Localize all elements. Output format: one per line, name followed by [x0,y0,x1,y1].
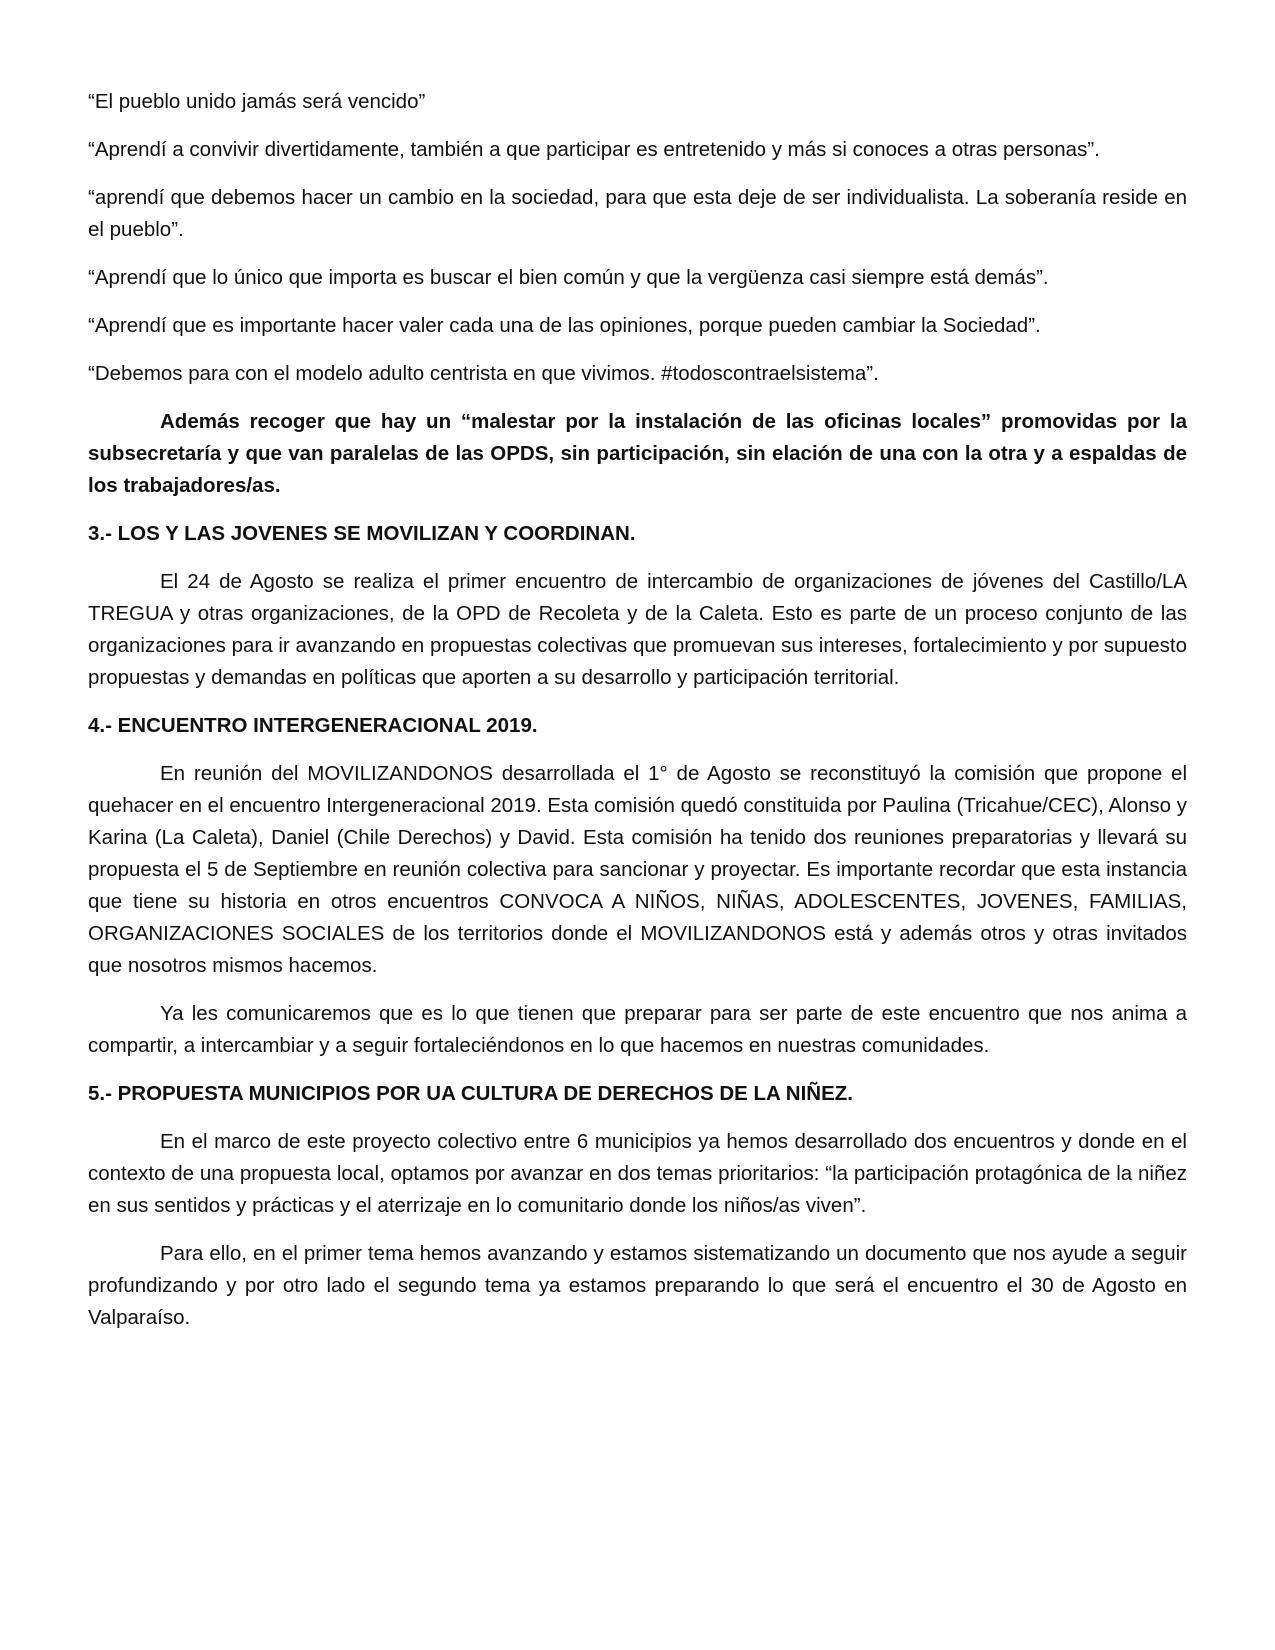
quote-2: “Aprendí a convivir divertidamente, también a que participar es entretenido y más si conoces a otras personas”. [88,138,1100,161]
quote-4: “Aprendí que lo único que importa es buscar el bien común y que la vergüenza casi siempre está demás”. [88,266,1049,289]
bold-paragraph: Además recoger que hay un “malestar por la instalación de las oficinas locales” promovidas por la subsecretaría y que van paralelas de las OPDS, sin participación, sin elación de una con la otra y a espaldas de los trabajadores/as. [88,410,1187,497]
section-3-paragraph: El 24 de Agosto se realiza el primer encuentro de intercambio de organizaciones de jóvenes del Castillo/LA TREGUA y otras organizaciones, de la OPD de Recoleta y de la Caleta. Esto es parte de un proceso conjunto de las organizaciones para ir avanzando en propuestas colectivas que promuevan sus intereses, fortalecimiento y por supuesto propuestas y demandas en políticas que aporten a su desarrollo y participación territorial. [88,570,1187,689]
section-5-paragraph-1: En el marco de este proyecto colectivo entre 6 municipios ya hemos desarrollado dos encuentros y donde en el contexto de una propuesta local, optamos por avanzar en dos temas prioritarios: “la participación protagónica de la niñez en sus sentidos y prácticas y el aterrizaje en lo comunitario donde los niños/as viven”. [88,1130,1187,1217]
section-5-paragraph-2: Para ello, en el primer tema hemos avanzando y estamos sistematizando un documento que nos ayude a seguir profundizando y por otro lado el segundo tema ya estamos preparando lo que será el encuentro el 30 de Agosto en Valparaíso. [88,1242,1187,1329]
section-3-heading: 3.- LOS Y LAS JOVENES SE MOVILIZAN Y COORDINAN. [88,522,636,545]
quote-6: “Debemos para con el modelo adulto centrista en que vivimos. #todoscontraelsistema”. [88,362,879,385]
document-page [88,86,1187,1350]
section-4-paragraph-2: Ya les comunicaremos que es lo que tienen que preparar para ser parte de este encuentro que nos anima a compartir, a intercambiar y a seguir fortaleciéndonos en lo que hacemos en nuestras comunidades. [88,1002,1187,1057]
quote-1: “El pueblo unido jamás será vencido” [88,90,426,113]
quote-5: “Aprendí que es importante hacer valer cada una de las opiniones, porque pueden cambiar la Sociedad”. [88,314,1041,337]
section-5-heading: 5.- PROPUESTA MUNICIPIOS POR UA CULTURA DE DERECHOS DE LA NIÑEZ. [88,1082,853,1105]
quote-3: “aprendí que debemos hacer un cambio en la sociedad, para que esta deje de ser individualista. La soberanía reside en el pueblo”. [88,186,1187,241]
section-4-paragraph-1: En reunión del MOVILIZANDONOS desarrollada el 1° de Agosto se reconstituyó la comisión que propone el quehacer en el encuentro Intergeneracional 2019. Esta comisión quedó constituida por Paulina (Tricahue/CEC), Alonso y Karina (La Caleta), Daniel (Chile Derechos) y David. Esta comisión ha tenido dos reuniones preparatorias y llevará su propuesta el 5 de Septiembre en reunión colectiva para sancionar y proyectar. Es importante recordar que esta instancia que tiene su historia en otros encuentros CONVOCA A NIÑOS, NIÑAS, ADOLESCENTES, JOVENES, FAMILIAS, ORGANIZACIONES SOCIALES de los territorios donde el MOVILIZANDONOS está y además otros y otras invitados que nosotros mismos hacemos. [88,762,1187,977]
section-4-heading: 4.- ENCUENTRO INTERGENERACIONAL 2019. [88,714,538,737]
